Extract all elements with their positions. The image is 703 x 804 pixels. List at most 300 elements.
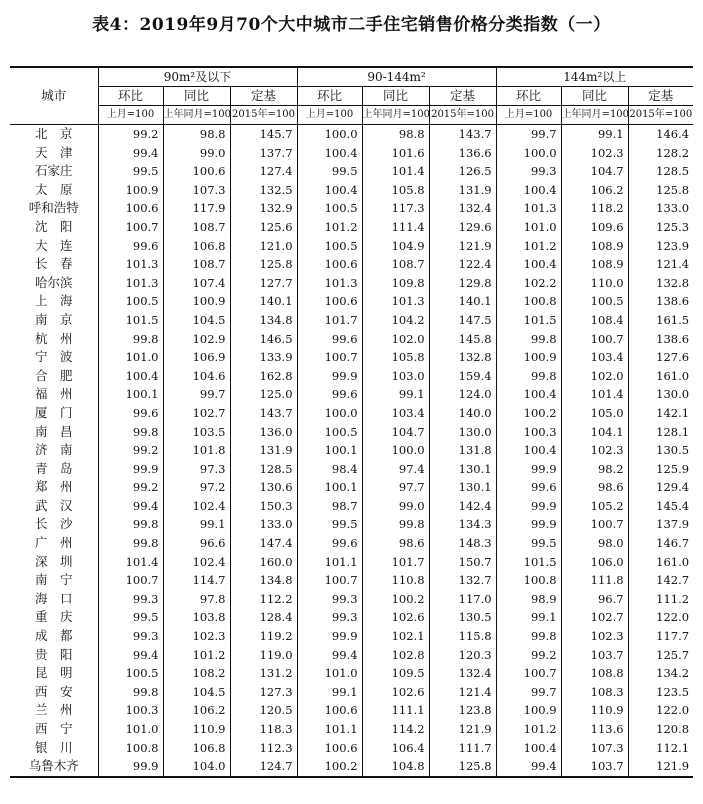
note-prev-year: 上年同月=100	[362, 106, 429, 125]
index-value-cell: 133.9	[230, 348, 297, 367]
index-value-cell: 99.5	[98, 162, 163, 181]
note-prev-month: 上月=100	[98, 106, 163, 125]
note-base-year: 2015年=100	[429, 106, 496, 125]
index-value-cell: 101.5	[98, 311, 163, 330]
index-value-cell: 101.1	[297, 720, 362, 739]
index-value-cell: 125.6	[230, 218, 297, 237]
table-row	[10, 720, 693, 739]
index-value-cell: 132.8	[628, 274, 693, 293]
index-value-cell: 100.9	[496, 701, 561, 720]
index-value-cell: 101.2	[297, 218, 362, 237]
index-value-cell: 98.6	[362, 534, 429, 553]
index-value-cell: 99.3	[297, 590, 362, 609]
table-row	[10, 367, 693, 386]
subheader-yoy: 同比	[561, 87, 628, 106]
index-value-cell: 102.7	[163, 404, 230, 423]
index-value-cell: 101.7	[297, 311, 362, 330]
index-value-cell: 100.5	[297, 423, 362, 442]
index-value-cell: 130.1	[429, 478, 496, 497]
index-value-cell: 100.4	[496, 181, 561, 200]
index-value-cell: 99.6	[98, 237, 163, 256]
index-value-cell: 131.2	[230, 664, 297, 683]
city-name-cell: 杭 州	[34, 330, 73, 346]
index-value-cell: 130.0	[429, 423, 496, 442]
index-value-cell: 118.3	[230, 720, 297, 739]
table-row	[10, 199, 693, 218]
city-name-cell: 广 州	[34, 535, 73, 551]
index-value-cell: 100.6	[297, 292, 362, 311]
index-value-cell: 147.5	[429, 311, 496, 330]
index-value-cell: 111.7	[429, 739, 496, 758]
city-name-cell: 北 京	[34, 126, 73, 141]
index-value-cell: 100.7	[297, 348, 362, 367]
index-value-cell: 104.9	[362, 237, 429, 256]
index-value-cell: 108.4	[561, 311, 628, 330]
table-row	[10, 683, 693, 702]
index-value-cell: 128.5	[628, 162, 693, 181]
index-value-cell: 99.9	[98, 460, 163, 479]
index-value-cell: 98.7	[297, 497, 362, 516]
table-row	[10, 162, 693, 181]
index-value-cell: 101.5	[496, 311, 561, 330]
index-value-cell: 132.4	[429, 199, 496, 218]
index-value-cell: 99.9	[496, 460, 561, 479]
note-prev-year: 上年同月=100	[163, 106, 230, 125]
index-value-cell: 125.3	[628, 218, 693, 237]
index-value-cell: 97.7	[362, 478, 429, 497]
index-value-cell: 99.4	[297, 646, 362, 665]
index-value-cell: 130.5	[628, 441, 693, 460]
subheader-base: 定基	[230, 87, 297, 106]
index-value-cell: 100.9	[163, 292, 230, 311]
index-value-cell: 99.8	[496, 330, 561, 349]
table-row	[10, 553, 693, 572]
index-value-cell: 100.0	[362, 441, 429, 460]
index-value-cell: 137.9	[628, 515, 693, 534]
city-name-cell: 银 川	[34, 739, 73, 755]
index-value-cell: 99.8	[496, 627, 561, 646]
city-name-cell: 呼和浩特	[28, 200, 79, 216]
index-value-cell: 102.3	[163, 627, 230, 646]
index-value-cell: 106.8	[163, 237, 230, 256]
index-value-cell: 100.0	[297, 125, 362, 144]
note-base-year: 2015年=100	[628, 106, 693, 125]
index-value-cell: 131.9	[230, 441, 297, 460]
table-row	[10, 125, 693, 144]
index-value-cell: 110.9	[561, 701, 628, 720]
index-value-cell: 142.1	[628, 404, 693, 423]
index-value-cell: 103.0	[362, 367, 429, 386]
index-value-cell: 148.3	[429, 534, 496, 553]
index-value-cell: 98.2	[561, 460, 628, 479]
index-value-cell: 104.8	[362, 757, 429, 777]
index-value-cell: 98.9	[496, 590, 561, 609]
index-value-cell: 121.9	[628, 757, 693, 777]
city-name-cell: 兰 州	[34, 702, 73, 718]
table-row	[10, 571, 693, 590]
index-value-cell: 99.9	[496, 515, 561, 534]
index-value-cell: 99.9	[496, 497, 561, 516]
index-value-cell: 132.8	[429, 348, 496, 367]
city-name-cell: 郑 州	[34, 479, 73, 495]
city-name-cell: 天 津	[34, 144, 73, 160]
index-value-cell: 100.2	[297, 757, 362, 777]
index-value-cell: 100.1	[98, 385, 163, 404]
index-value-cell: 108.8	[561, 664, 628, 683]
index-value-cell: 99.1	[561, 125, 628, 144]
index-value-cell: 121.9	[429, 720, 496, 739]
index-value-cell: 130.0	[628, 385, 693, 404]
city-name-cell: 昆 明	[34, 665, 73, 681]
index-value-cell: 120.8	[628, 720, 693, 739]
city-name-cell: 贵 阳	[34, 646, 73, 662]
index-value-cell: 106.2	[163, 701, 230, 720]
index-value-cell: 99.7	[163, 385, 230, 404]
city-column-header: 城市	[10, 67, 98, 125]
index-value-cell: 99.4	[98, 144, 163, 163]
table-row	[10, 218, 693, 237]
index-value-cell: 114.2	[362, 720, 429, 739]
index-value-cell: 100.6	[163, 162, 230, 181]
index-value-cell: 100.4	[496, 385, 561, 404]
index-value-cell: 101.0	[98, 720, 163, 739]
table-row	[10, 274, 693, 293]
index-value-cell: 102.6	[362, 683, 429, 702]
index-value-cell: 99.8	[362, 515, 429, 534]
index-value-cell: 100.7	[297, 571, 362, 590]
index-value-cell: 108.9	[561, 255, 628, 274]
index-value-cell: 97.2	[163, 478, 230, 497]
index-value-cell: 99.7	[496, 125, 561, 144]
index-value-cell: 99.4	[98, 646, 163, 665]
index-value-cell: 100.9	[98, 181, 163, 200]
city-name-cell: 太 原	[34, 181, 73, 197]
index-value-cell: 98.8	[362, 125, 429, 144]
index-value-cell: 99.5	[98, 608, 163, 627]
index-value-cell: 123.8	[429, 701, 496, 720]
city-name-cell: 深 圳	[34, 553, 73, 569]
index-value-cell: 99.6	[297, 385, 362, 404]
table-row	[10, 497, 693, 516]
city-name-cell: 长 春	[34, 256, 73, 272]
index-value-cell: 102.3	[561, 627, 628, 646]
index-value-cell: 110.0	[561, 274, 628, 293]
index-value-cell: 102.1	[362, 627, 429, 646]
index-value-cell: 100.6	[98, 199, 163, 218]
index-value-cell: 104.7	[561, 162, 628, 181]
index-value-cell: 134.8	[230, 571, 297, 590]
city-name-cell: 合 肥	[34, 367, 73, 383]
index-value-cell: 100.7	[561, 330, 628, 349]
index-value-cell: 125.7	[628, 646, 693, 665]
index-value-cell: 100.4	[496, 255, 561, 274]
index-value-cell: 107.4	[163, 274, 230, 293]
table-row	[10, 311, 693, 330]
index-value-cell: 101.3	[297, 274, 362, 293]
index-value-cell: 100.4	[297, 144, 362, 163]
index-value-cell: 100.7	[98, 218, 163, 237]
index-value-cell: 122.4	[429, 255, 496, 274]
index-value-cell: 99.9	[297, 627, 362, 646]
index-value-cell: 99.4	[98, 497, 163, 516]
index-value-cell: 103.4	[561, 348, 628, 367]
index-value-cell: 128.2	[628, 144, 693, 163]
index-value-cell: 136.6	[429, 144, 496, 163]
table-row	[10, 460, 693, 479]
index-value-cell: 100.3	[98, 701, 163, 720]
index-value-cell: 100.8	[496, 292, 561, 311]
index-value-cell: 147.4	[230, 534, 297, 553]
index-value-cell: 119.0	[230, 646, 297, 665]
index-value-cell: 99.8	[98, 515, 163, 534]
index-value-cell: 100.2	[362, 590, 429, 609]
index-value-cell: 100.7	[561, 515, 628, 534]
index-value-cell: 127.7	[230, 274, 297, 293]
index-value-cell: 127.3	[230, 683, 297, 702]
index-value-cell: 100.5	[98, 664, 163, 683]
index-value-cell: 101.5	[496, 553, 561, 572]
table-row	[10, 515, 693, 534]
index-value-cell: 124.0	[429, 385, 496, 404]
index-value-cell: 99.1	[163, 515, 230, 534]
index-value-cell: 101.4	[561, 385, 628, 404]
city-name-cell: 南 宁	[34, 572, 73, 588]
index-value-cell: 143.7	[429, 125, 496, 144]
index-value-cell: 100.6	[297, 701, 362, 720]
index-value-cell: 119.2	[230, 627, 297, 646]
note-prev-month: 上月=100	[496, 106, 561, 125]
table-row	[10, 478, 693, 497]
index-value-cell: 113.6	[561, 720, 628, 739]
index-value-cell: 99.0	[163, 144, 230, 163]
subheader-mom: 环比	[98, 87, 163, 106]
index-value-cell: 100.4	[496, 739, 561, 758]
note-prev-year: 上年同月=100	[561, 106, 628, 125]
index-value-cell: 100.1	[297, 478, 362, 497]
index-value-cell: 106.2	[561, 181, 628, 200]
index-value-cell: 101.6	[362, 144, 429, 163]
index-value-cell: 145.7	[230, 125, 297, 144]
index-value-cell: 105.8	[362, 181, 429, 200]
subheader-base: 定基	[429, 87, 496, 106]
index-value-cell: 130.6	[230, 478, 297, 497]
index-value-cell: 100.5	[297, 199, 362, 218]
table-row	[10, 237, 693, 256]
index-value-cell: 99.8	[98, 683, 163, 702]
index-value-cell: 106.0	[561, 553, 628, 572]
table-title: 表4：2019年9月70个大中城市二手住宅销售价格分类指数（一）	[92, 15, 611, 35]
index-value-cell: 102.3	[561, 144, 628, 163]
index-value-cell: 99.8	[496, 367, 561, 386]
table-row	[10, 664, 693, 683]
city-name-cell: 西 宁	[34, 721, 73, 736]
index-value-cell: 100.4	[98, 367, 163, 386]
index-value-cell: 96.6	[163, 534, 230, 553]
table-row	[10, 757, 693, 777]
index-value-cell: 132.4	[429, 664, 496, 683]
index-value-cell: 134.8	[230, 311, 297, 330]
index-value-cell: 100.7	[496, 664, 561, 683]
table-row	[10, 404, 693, 423]
index-value-cell: 161.0	[628, 553, 693, 572]
index-value-cell: 150.7	[429, 553, 496, 572]
index-value-cell: 99.3	[98, 590, 163, 609]
city-name-cell: 南 京	[34, 311, 73, 327]
index-value-cell: 121.9	[429, 237, 496, 256]
index-value-cell: 108.7	[163, 218, 230, 237]
index-value-cell: 132.5	[230, 181, 297, 200]
index-value-cell: 102.6	[362, 608, 429, 627]
city-name-cell: 武 汉	[34, 497, 73, 513]
index-value-cell: 111.4	[362, 218, 429, 237]
subheader-mom: 环比	[297, 87, 362, 106]
index-value-cell: 110.9	[163, 720, 230, 739]
city-name-cell: 南 昌	[34, 423, 73, 439]
index-value-cell: 102.4	[163, 497, 230, 516]
index-value-cell: 96.7	[561, 590, 628, 609]
index-value-cell: 128.5	[230, 460, 297, 479]
subheader-mom: 环比	[496, 87, 561, 106]
group-header-medium: 90-144m²	[297, 67, 496, 87]
index-value-cell: 121.4	[429, 683, 496, 702]
index-value-cell: 161.5	[628, 311, 693, 330]
index-value-cell: 105.8	[362, 348, 429, 367]
subheader-yoy: 同比	[163, 87, 230, 106]
index-value-cell: 108.7	[163, 255, 230, 274]
index-value-cell: 131.9	[429, 181, 496, 200]
index-value-cell: 107.3	[163, 181, 230, 200]
index-value-cell: 133.0	[628, 199, 693, 218]
index-value-cell: 100.7	[98, 571, 163, 590]
index-value-cell: 100.8	[98, 739, 163, 758]
index-value-cell: 98.8	[163, 125, 230, 144]
index-value-cell: 104.5	[163, 311, 230, 330]
index-value-cell: 118.2	[561, 199, 628, 218]
index-value-cell: 115.8	[429, 627, 496, 646]
index-value-cell: 109.5	[362, 664, 429, 683]
index-value-cell: 137.7	[230, 144, 297, 163]
city-name-cell: 大 连	[34, 237, 73, 253]
index-value-cell: 99.3	[496, 162, 561, 181]
index-value-cell: 102.3	[561, 441, 628, 460]
table-row	[10, 441, 693, 460]
index-value-cell: 125.8	[230, 255, 297, 274]
table-row	[10, 255, 693, 274]
index-value-cell: 97.4	[362, 460, 429, 479]
index-value-cell: 146.5	[230, 330, 297, 349]
table-row	[10, 423, 693, 442]
index-value-cell: 99.6	[98, 404, 163, 423]
index-value-cell: 145.8	[429, 330, 496, 349]
index-value-cell: 123.5	[628, 683, 693, 702]
index-value-cell: 98.0	[561, 534, 628, 553]
index-value-cell: 140.1	[230, 292, 297, 311]
index-value-cell: 127.4	[230, 162, 297, 181]
index-value-cell: 103.4	[362, 404, 429, 423]
table-row	[10, 739, 693, 758]
index-value-cell: 101.2	[163, 646, 230, 665]
index-value-cell: 161.0	[628, 367, 693, 386]
index-value-cell: 105.2	[561, 497, 628, 516]
index-value-cell: 101.3	[496, 199, 561, 218]
index-value-cell: 101.4	[362, 162, 429, 181]
index-value-cell: 101.1	[297, 553, 362, 572]
index-value-cell: 123.9	[628, 237, 693, 256]
index-value-cell: 112.2	[230, 590, 297, 609]
index-value-cell: 143.7	[230, 404, 297, 423]
index-value-cell: 99.5	[496, 534, 561, 553]
city-name-cell: 济 南	[34, 442, 73, 458]
index-value-cell: 101.0	[98, 348, 163, 367]
city-name-cell: 西 安	[34, 683, 73, 699]
index-value-cell: 122.0	[628, 701, 693, 720]
index-value-cell: 99.2	[496, 646, 561, 665]
index-value-cell: 114.7	[163, 571, 230, 590]
index-value-cell: 108.2	[163, 664, 230, 683]
index-value-cell: 104.2	[362, 311, 429, 330]
index-value-cell: 99.6	[496, 478, 561, 497]
city-name-cell: 成 都	[34, 628, 73, 644]
index-value-cell: 117.3	[362, 199, 429, 218]
index-value-cell: 134.2	[628, 664, 693, 683]
table-row	[10, 701, 693, 720]
city-name-cell: 重 庆	[34, 609, 73, 625]
index-value-cell: 99.8	[98, 534, 163, 553]
index-value-cell: 159.4	[429, 367, 496, 386]
table-row	[10, 590, 693, 609]
index-value-cell: 134.3	[429, 515, 496, 534]
city-name-cell: 乌鲁木齐	[10, 757, 98, 777]
subheader-base: 定基	[628, 87, 693, 106]
index-value-cell: 101.3	[98, 255, 163, 274]
index-value-cell: 104.1	[561, 423, 628, 442]
table-row	[10, 385, 693, 404]
table-row	[10, 181, 693, 200]
city-name-cell: 长 沙	[34, 516, 73, 532]
index-value-cell: 112.3	[230, 739, 297, 758]
index-value-cell: 128.4	[230, 608, 297, 627]
table-header	[10, 67, 693, 125]
index-value-cell: 138.6	[628, 330, 693, 349]
index-value-cell: 101.4	[98, 553, 163, 572]
index-value-cell: 120.3	[429, 646, 496, 665]
index-value-cell: 138.6	[628, 292, 693, 311]
index-value-cell: 126.5	[429, 162, 496, 181]
index-value-cell: 110.8	[362, 571, 429, 590]
index-value-cell: 101.2	[496, 237, 561, 256]
index-value-cell: 104.0	[163, 757, 230, 777]
index-value-cell: 101.2	[496, 720, 561, 739]
index-value-cell: 107.3	[561, 739, 628, 758]
index-value-cell: 133.0	[230, 515, 297, 534]
city-name-cell: 宁 波	[34, 349, 73, 365]
index-value-cell: 112.1	[628, 739, 693, 758]
index-value-cell: 108.9	[561, 237, 628, 256]
index-value-cell: 99.3	[297, 608, 362, 627]
index-value-cell: 117.0	[429, 590, 496, 609]
index-value-cell: 132.9	[230, 199, 297, 218]
index-value-cell: 146.7	[628, 534, 693, 553]
index-value-cell: 99.9	[297, 367, 362, 386]
index-value-cell: 125.8	[628, 181, 693, 200]
table-row	[10, 330, 693, 349]
index-value-cell: 102.0	[362, 330, 429, 349]
table-row	[10, 646, 693, 665]
index-value-cell: 101.7	[362, 553, 429, 572]
index-value-cell: 100.9	[496, 348, 561, 367]
index-value-cell: 121.0	[230, 237, 297, 256]
index-value-cell: 100.2	[496, 404, 561, 423]
